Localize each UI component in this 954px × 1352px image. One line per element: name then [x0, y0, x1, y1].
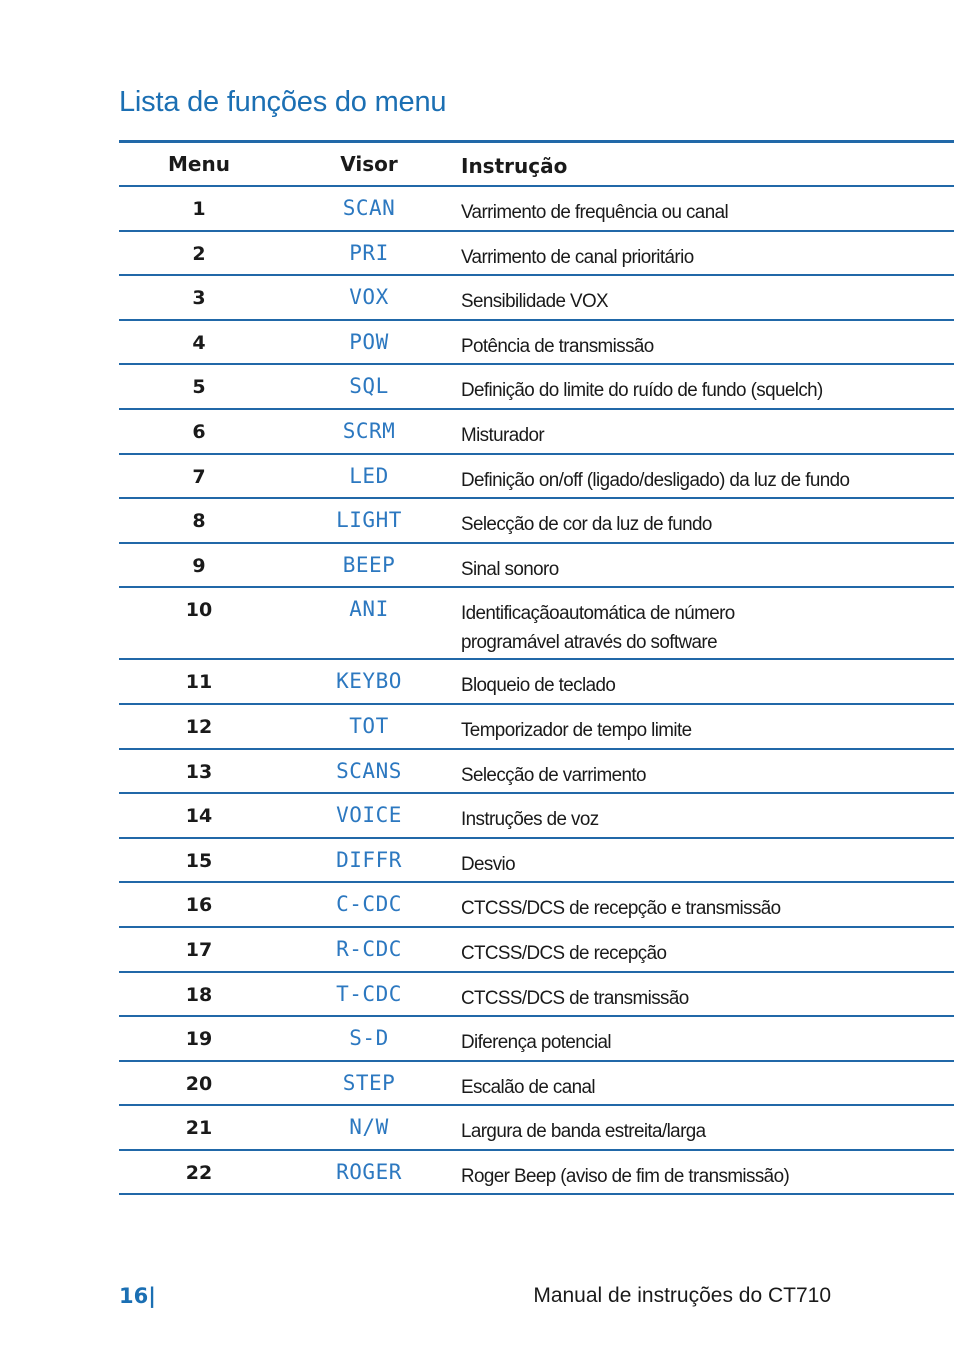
table-row [119, 705, 954, 750]
row-display-code: LIGHT [336, 508, 402, 533]
table-header-row [119, 143, 954, 187]
table-row [119, 455, 954, 500]
row-display-code: S-D [349, 1026, 389, 1051]
table-row [119, 973, 954, 1018]
row-display-code: DIFFR [336, 847, 402, 872]
row-menu-number: 11 [185, 671, 213, 694]
page-title: Lista de funções do menu [119, 86, 447, 118]
row-display-code: BEEP [342, 552, 396, 577]
row-instruction: Temporizador de tempo limite [460, 719, 692, 741]
row-display-code: SQL [349, 374, 389, 399]
row-instruction [459, 588, 950, 657]
row-instruction: Bloqueio de teclado [460, 675, 616, 697]
table-row [119, 588, 954, 660]
menu-functions-table [119, 140, 954, 1195]
row-menu-number: 6 [192, 420, 206, 443]
row-display-code: C-CDC [336, 892, 402, 917]
table-row [119, 499, 954, 544]
page-number: 16| [119, 1284, 156, 1308]
row-instruction: Diferença potencial [460, 1032, 612, 1054]
table-row [119, 750, 954, 795]
row-menu-number: 18 [185, 983, 213, 1006]
table-row [119, 928, 954, 973]
table-row [119, 232, 954, 277]
row-menu-number: 7 [192, 465, 206, 488]
row-menu-number: 3 [192, 287, 206, 310]
row-menu-number: 22 [185, 1161, 213, 1184]
row-instruction: Definição do limite do ruído de fundo (squelch) [460, 380, 823, 402]
row-instruction-line-1: Identificaçãoautomática de número [460, 603, 735, 625]
row-menu-number: 13 [185, 760, 213, 783]
row-display-code: STEP [342, 1070, 396, 1095]
row-instruction: CTCSS/DCS de recepção [460, 942, 667, 964]
row-menu-number: 9 [192, 554, 206, 577]
row-display-code: TOT [349, 713, 389, 738]
table-row [119, 1151, 954, 1196]
row-instruction: Selecção de cor da luz de fundo [460, 514, 712, 536]
row-instruction: CTCSS/DCS de recepção e transmissão [460, 898, 781, 920]
table-row [119, 321, 954, 366]
row-menu-number: 12 [185, 715, 213, 738]
row-display-code: KEYBO [336, 669, 402, 694]
header-visor: Visor [340, 152, 398, 176]
row-instruction: Largura de banda estreita/larga [460, 1121, 706, 1143]
row-instruction: Sinal sonoro [460, 558, 559, 580]
table-row [119, 794, 954, 839]
header-instrucao: Instrução [461, 154, 568, 178]
row-display-code: SCANS [336, 758, 402, 783]
manual-title: Manual de instruções do CT710 [533, 1284, 831, 1307]
table-row [119, 276, 954, 321]
row-instruction: Definição on/off (ligado/desligado) da luz de fundo [460, 469, 850, 491]
row-menu-number: 20 [185, 1072, 213, 1095]
row-menu-number: 4 [192, 331, 206, 354]
row-menu-number: 2 [192, 242, 206, 265]
row-display-code: LED [349, 463, 389, 488]
table-row [119, 1106, 954, 1151]
row-display-code: N/W [349, 1115, 389, 1140]
row-menu-number: 17 [185, 938, 213, 961]
row-menu-number: 14 [185, 805, 213, 828]
row-display-code: ANI [349, 597, 389, 622]
table-row [119, 1017, 954, 1062]
row-display-code: SCRM [342, 418, 396, 443]
row-display-code: R-CDC [336, 936, 402, 961]
row-display-code: PRI [349, 240, 389, 265]
row-menu-number: 19 [185, 1028, 213, 1051]
row-menu-number: 21 [185, 1117, 213, 1140]
table-row [119, 1062, 954, 1107]
table-row [119, 410, 954, 455]
row-display-code: POW [349, 329, 389, 354]
row-instruction: Selecção de varrimento [460, 764, 646, 786]
row-menu-number: 16 [185, 894, 213, 917]
row-instruction: Escalão de canal [460, 1076, 596, 1098]
table-row [119, 660, 954, 705]
row-instruction: Misturador [460, 424, 545, 446]
table-row [119, 187, 954, 232]
row-instruction: Potência de transmissão [460, 335, 654, 357]
header-menu: Menu [168, 152, 230, 176]
row-instruction: Varrimento de frequência ou canal [460, 202, 729, 223]
row-instruction: Desvio [460, 853, 516, 875]
row-instruction-line-2: programável através do software [460, 632, 717, 654]
row-display-code: VOICE [336, 803, 402, 828]
row-display-code: VOX [349, 285, 389, 310]
row-display-code: ROGER [336, 1159, 402, 1184]
table-row [119, 544, 954, 589]
row-instruction: Sensibilidade VOX [460, 291, 609, 313]
row-menu-number: 5 [192, 376, 206, 399]
row-menu-number: 15 [185, 849, 213, 872]
table-row [119, 365, 954, 410]
row-instruction: Roger Beep (aviso de fim de transmissão) [460, 1165, 790, 1187]
row-display-code: SCAN [342, 196, 396, 220]
table-row [119, 839, 954, 884]
table-row [119, 883, 954, 928]
row-instruction: CTCSS/DCS de transmissão [460, 987, 689, 1009]
row-instruction: Instruções de voz [460, 809, 599, 831]
row-menu-number: 10 [185, 599, 213, 622]
row-display-code: T-CDC [336, 981, 402, 1006]
row-instruction: Varrimento de canal prioritário [460, 246, 694, 268]
row-menu-number: 1 [192, 198, 206, 220]
row-menu-number: 8 [192, 510, 206, 533]
